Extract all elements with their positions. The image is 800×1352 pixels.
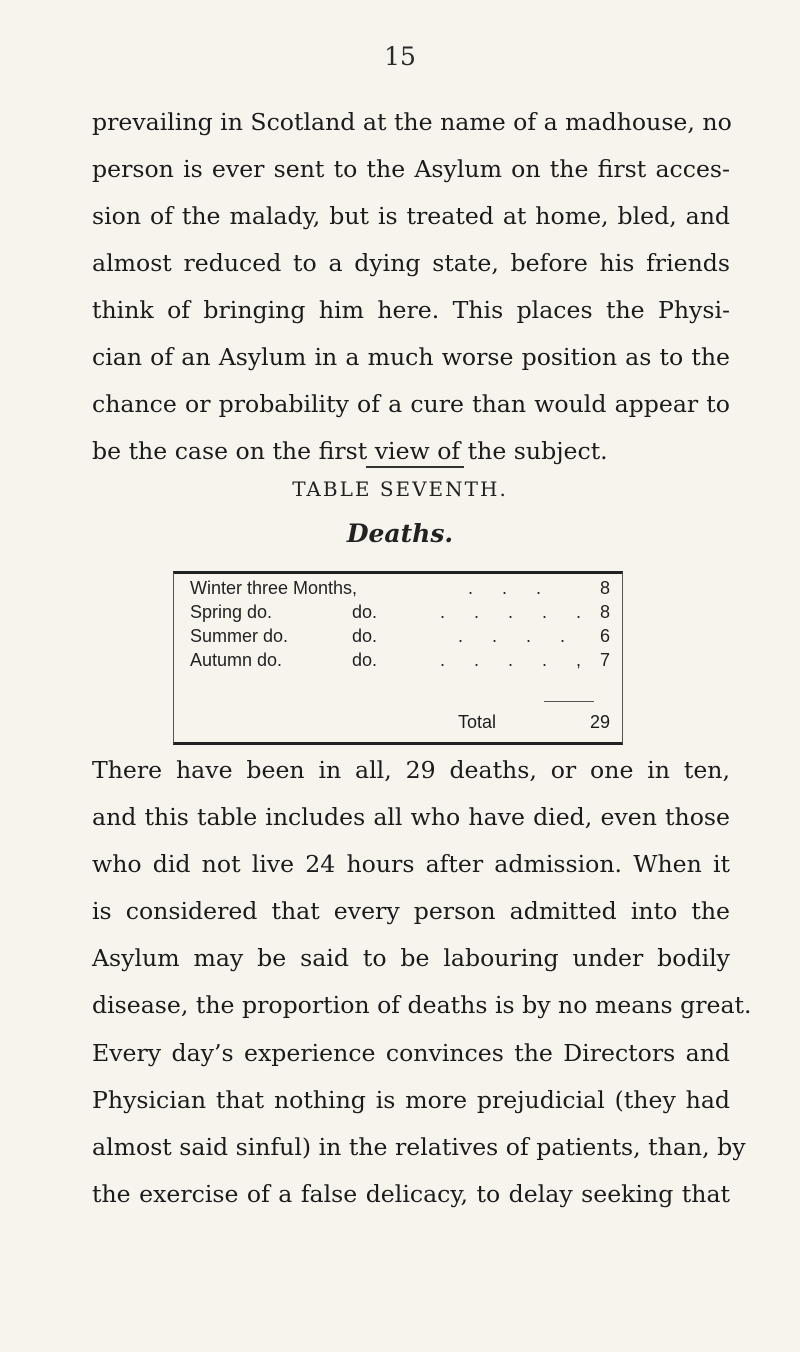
value-cell: 7 (599, 650, 610, 670)
season-cell: Winter three Months, (190, 578, 358, 598)
text-line: almost reduced to a dying state, before his friends (92, 249, 730, 277)
paragraph-2 (92, 747, 752, 1029)
text-line: Every day’s experience convinces the Directors and (92, 1039, 730, 1067)
text-line: and this table includes all who have died, even those (92, 803, 730, 831)
total-value: 29 (589, 712, 610, 732)
leader-dots: . . . . , (440, 650, 594, 670)
leader-dots: . . . . . (440, 602, 594, 622)
text-line: chance or probability of a cure than would appear to (92, 390, 730, 418)
text-line: who did not live 24 hours after admission. When it (92, 850, 730, 878)
season-cell: Summer do. (190, 626, 289, 646)
do-cell: do. (352, 602, 378, 622)
total-rule (544, 701, 594, 702)
do-cell: do. (352, 650, 378, 670)
page-number: 15 (384, 42, 416, 71)
section-divider (366, 466, 464, 468)
text-line: disease, the proportion of deaths is by no means great. (92, 991, 752, 1019)
value-cell: 6 (599, 626, 610, 646)
text-line: Physician that nothing is more prejudicial (they had (92, 1086, 730, 1114)
text-line: sion of the malady, but is treated at home, bled, and (92, 202, 730, 230)
value-cell: 8 (599, 578, 610, 598)
table-row (190, 576, 610, 600)
text-line: prevailing in Scotland at the name of a madhouse, no (92, 108, 732, 136)
season-cell: Autumn do. (190, 650, 283, 670)
text-line: There have been in all, 29 deaths, or one in ten, (92, 756, 730, 784)
text-line: person is ever sent to the Asylum on the first acces- (92, 155, 730, 183)
total-label: Total (458, 712, 497, 732)
table-row (190, 600, 610, 624)
text-line: the exercise of a false delicacy, to delay seeking that (92, 1180, 730, 1208)
text-line: Asylum may be said to be labouring under bodily (92, 944, 730, 972)
value-cell: 8 (599, 602, 610, 622)
table-heading: TABLE SEVENTH. (292, 477, 508, 501)
table-subheading: Deaths. (346, 519, 454, 548)
do-cell: do. (352, 626, 378, 646)
deaths-table (173, 571, 623, 745)
table-row (190, 624, 610, 648)
paragraph-1 (92, 99, 730, 475)
text-line: is considered that every person admitted into the (92, 897, 730, 925)
leader-dots: . . . (468, 578, 554, 598)
season-cell: Spring do. (190, 602, 273, 622)
table-row (190, 648, 610, 672)
paragraph-3 (92, 1030, 746, 1218)
text-line: almost said sinful) in the relatives of patients, than, by (92, 1133, 746, 1161)
leader-dots: . . . . (458, 626, 578, 646)
total-row (190, 710, 610, 734)
text-line: be the case on the first view of the subject. (92, 437, 608, 465)
text-line: cian of an Asylum in a much worse position as to the (92, 343, 730, 371)
text-line: think of bringing him here. This places the Physi- (92, 296, 730, 324)
